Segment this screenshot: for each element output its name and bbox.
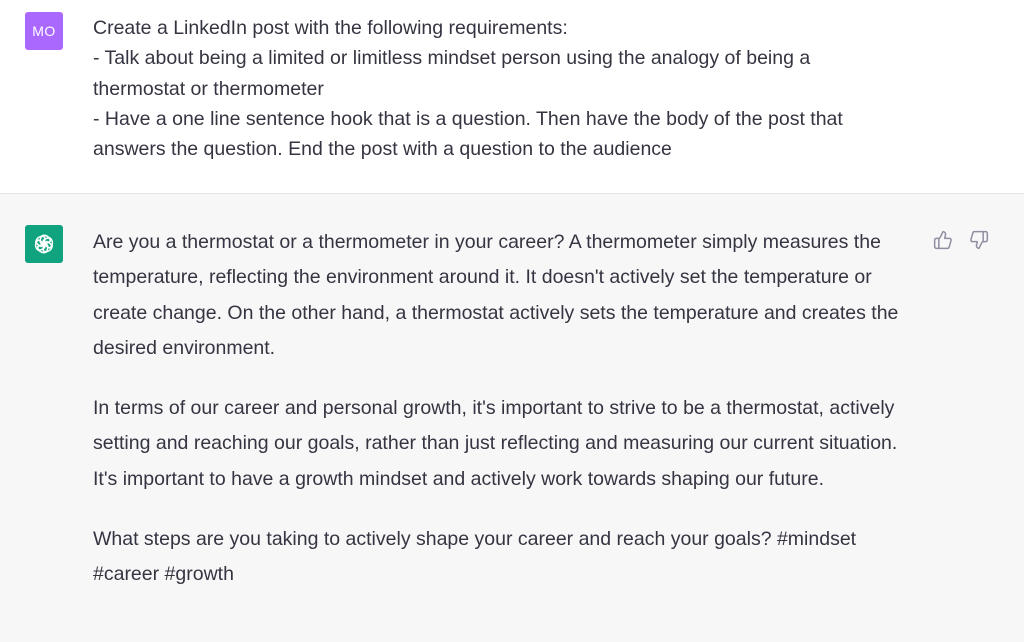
user-message-line: - Talk about being a limited or limitless mindset person using the analogy of being a bbox=[93, 47, 811, 70]
user-message-text bbox=[93, 13, 913, 164]
message-feedback-actions bbox=[932, 229, 990, 251]
user-message-line: thermostat or thermometer bbox=[93, 77, 324, 100]
user-avatar-initials: MO bbox=[32, 23, 56, 39]
assistant-message-text bbox=[93, 225, 913, 618]
assistant-message bbox=[0, 193, 1024, 642]
user-message-line: Create a LinkedIn post with the following requirements: bbox=[93, 17, 568, 39]
user-avatar bbox=[25, 12, 63, 50]
user-message-line: - Have a one line sentence hook that is a question. Then have the body of the post that bbox=[93, 107, 843, 130]
assistant-paragraph: Are you a thermostat or a thermometer in your career? A thermometer simply measures the temperature, reflecting the environment around it. It doesn't actively set the temperature or create change. On the other hand, a thermostat actively sets the temperature and creates the desired environment. bbox=[93, 231, 899, 359]
assistant-paragraph: In terms of our career and personal growth, it's important to strive to be a thermostat, actively setting and reaching our goals, rather than just reflecting and measuring our current situation. It's important to have a growth mindset and actively work towards shaping our future. bbox=[93, 397, 898, 490]
user-message-line: answers the question. End the post with a question to the audience bbox=[93, 138, 672, 161]
thumbs-up-icon[interactable] bbox=[932, 229, 954, 251]
user-message bbox=[0, 0, 1024, 193]
openai-logo-icon bbox=[25, 225, 63, 263]
assistant-paragraph: What steps are you taking to actively shape your career and reach your goals? #mindset #career #growth bbox=[93, 528, 857, 586]
thumbs-down-icon[interactable] bbox=[968, 229, 990, 251]
